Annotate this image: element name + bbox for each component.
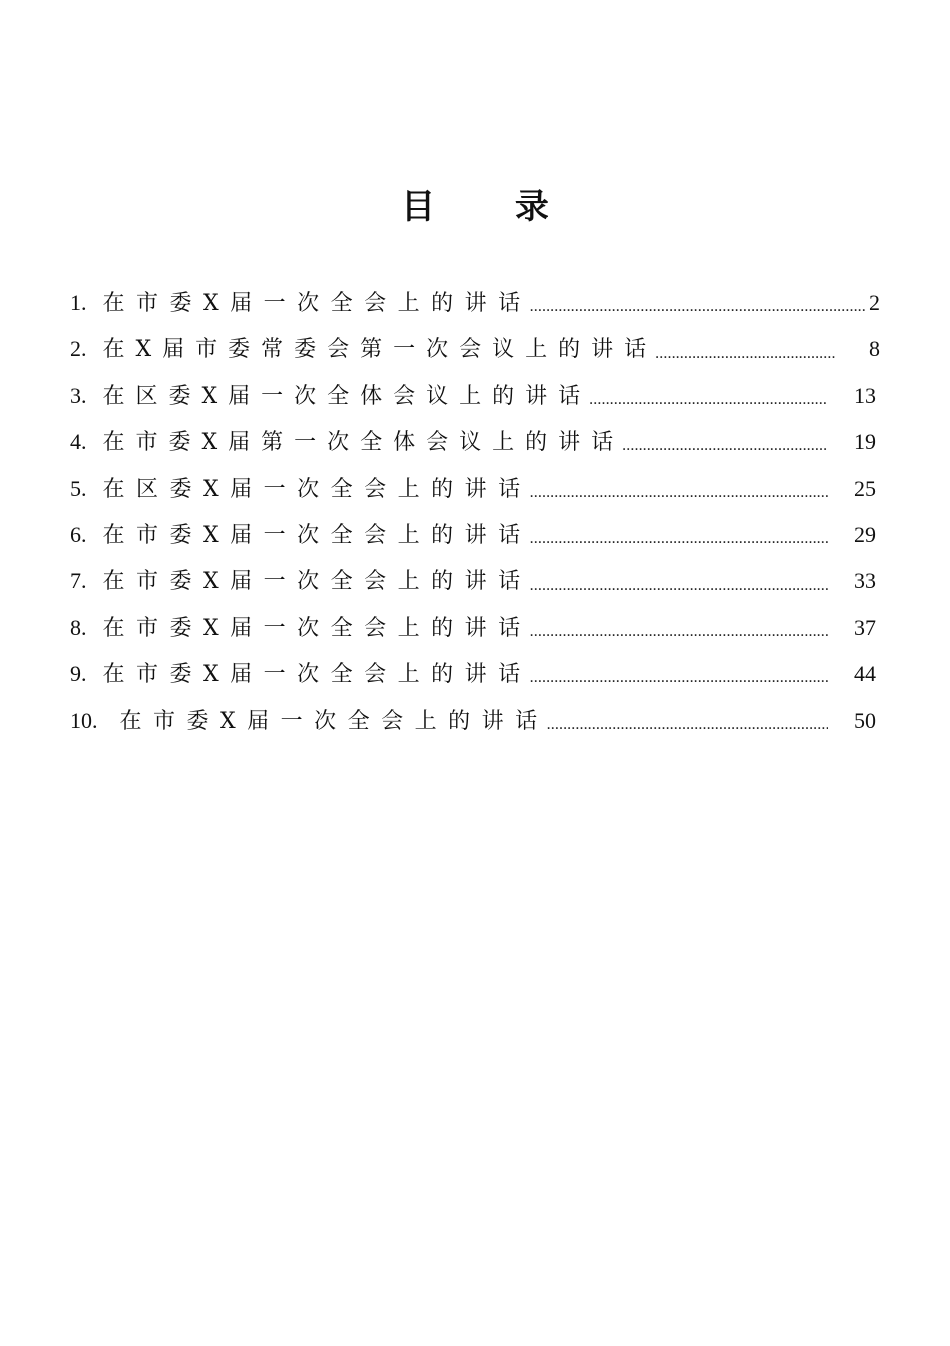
toc-dot-leader [622, 430, 828, 454]
toc-entry-number: 6. [70, 521, 87, 547]
toc-entry-title: 在区委X届一次全会上的讲话 [102, 476, 532, 502]
toc-entry-page: 29 [854, 521, 876, 547]
toc-dot-leader [530, 662, 828, 686]
toc-dot-leader [530, 523, 828, 547]
toc-entry-number: 9. [70, 661, 87, 687]
toc-entry-number: 10. [70, 707, 98, 733]
toc-dot-leader [589, 384, 828, 408]
toc-entry[interactable] [70, 280, 880, 326]
toc-entry-title: 在市委X届第一次全体会议上的讲话 [102, 430, 625, 456]
toc-entry-title: 在市委X届一次全会上的讲话 [102, 615, 532, 641]
toc-dot-leader [655, 338, 836, 362]
toc-dot-leader [530, 616, 828, 640]
toc-entry[interactable] [70, 651, 880, 697]
toc-entry-title: 在区委X届一次全体会议上的讲话 [102, 383, 592, 409]
toc-entry-page: 44 [854, 661, 876, 687]
toc-entry-title: 在市委X届一次全会上的讲话 [102, 522, 532, 548]
toc-entry-number: 4. [70, 429, 87, 455]
toc-entry[interactable] [70, 326, 880, 372]
toc-entry[interactable] [70, 373, 880, 419]
toc-entry-number: 7. [70, 568, 87, 594]
toc-entry-number: 3. [70, 382, 87, 408]
toc-entry-number: 2. [70, 336, 87, 362]
toc-entry-page: 25 [854, 475, 876, 501]
toc-entry-title: 在X届市委常委会第一次会议上的讲话 [102, 337, 658, 363]
toc-dot-leader [530, 477, 828, 501]
toc-entry-page: 13 [854, 382, 876, 408]
toc-entry[interactable] [70, 466, 880, 512]
toc-entry-page: 37 [854, 614, 876, 640]
toc-dot-leader [530, 291, 866, 315]
toc-entry-page: 2 [869, 290, 880, 315]
toc-entry[interactable] [70, 512, 880, 558]
toc-entry-page: 19 [854, 429, 876, 455]
toc-entry-title: 在市委X届一次全会上的讲话 [102, 291, 532, 316]
toc-entry-number: 5. [70, 475, 87, 501]
toc-entry-number: 1. [70, 290, 87, 315]
toc-entry-page: 33 [854, 568, 876, 594]
toc-entry-number: 8. [70, 614, 87, 640]
toc-dot-leader [547, 709, 828, 733]
toc-entry-page: 50 [854, 707, 876, 733]
toc-entry[interactable] [70, 698, 880, 744]
toc-entry-page: 8 [869, 336, 880, 362]
toc-entry-title: 在市委X届一次全会上的讲话 [119, 708, 549, 734]
toc-dot-leader [530, 570, 828, 594]
toc-title: 目 录 [401, 187, 583, 227]
toc-entry-title: 在市委X届一次全会上的讲话 [102, 569, 532, 595]
toc-entry[interactable] [70, 419, 880, 465]
toc-entry[interactable] [70, 605, 880, 651]
toc-entry[interactable] [70, 558, 880, 604]
toc-list [70, 280, 880, 744]
toc-entry-title: 在市委X届一次全会上的讲话 [102, 662, 532, 688]
